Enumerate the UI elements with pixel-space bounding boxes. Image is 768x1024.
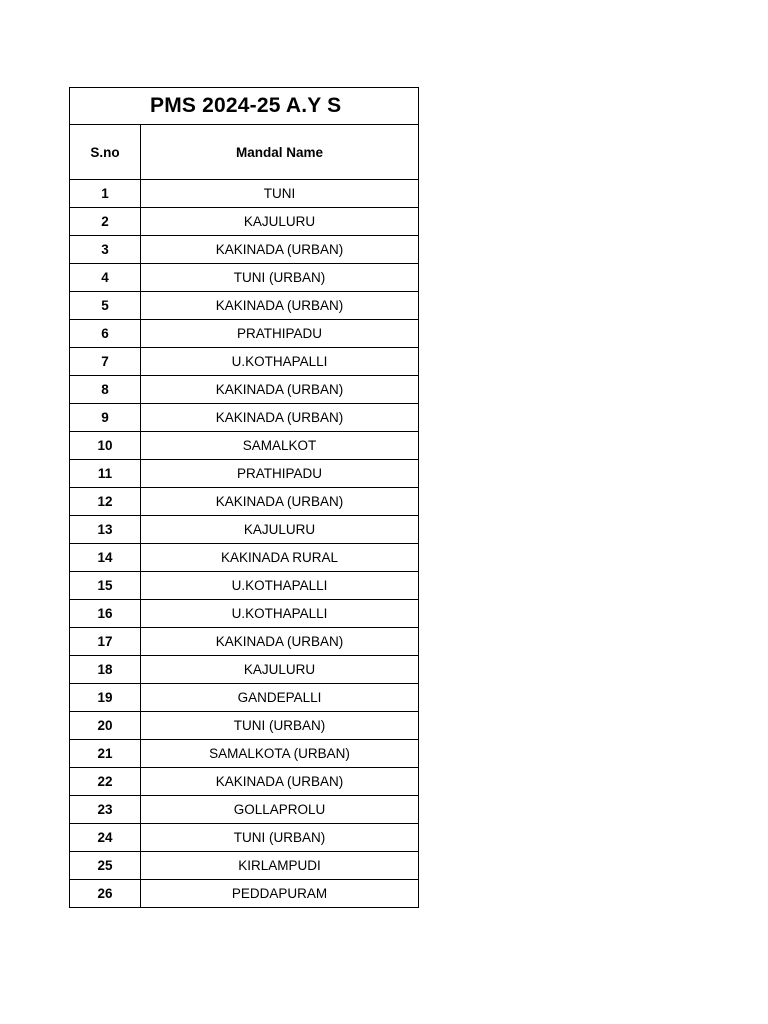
- row-sno: 19: [70, 684, 141, 712]
- table-row: [70, 628, 419, 656]
- table-row: [70, 404, 419, 432]
- row-mandal-name: KIRLAMPUDI: [141, 852, 419, 880]
- table-body: [70, 180, 419, 908]
- row-mandal-name: U.KOTHAPALLI: [141, 572, 419, 600]
- row-mandal-name: KAJULURU: [141, 516, 419, 544]
- table-row: [70, 460, 419, 488]
- row-sno: 1: [70, 180, 141, 208]
- table-row: [70, 544, 419, 572]
- row-sno: 16: [70, 600, 141, 628]
- row-mandal-name: U.KOTHAPALLI: [141, 348, 419, 376]
- row-sno: 22: [70, 768, 141, 796]
- sheet-title: PMS 2024-25 A.Y S: [70, 88, 419, 125]
- row-mandal-name: TUNI (URBAN): [141, 824, 419, 852]
- row-sno: 23: [70, 796, 141, 824]
- row-sno: 9: [70, 404, 141, 432]
- table-row: [70, 824, 419, 852]
- table-row: [70, 768, 419, 796]
- row-sno: 24: [70, 824, 141, 852]
- table-row: [70, 264, 419, 292]
- table-row: [70, 880, 419, 908]
- table-row: [70, 516, 419, 544]
- row-sno: 4: [70, 264, 141, 292]
- table-row: [70, 180, 419, 208]
- row-mandal-name: TUNI (URBAN): [141, 712, 419, 740]
- row-mandal-name: SAMALKOTA (URBAN): [141, 740, 419, 768]
- row-sno: 7: [70, 348, 141, 376]
- row-mandal-name: TUNI: [141, 180, 419, 208]
- row-mandal-name: U.KOTHAPALLI: [141, 600, 419, 628]
- table-row: [70, 572, 419, 600]
- row-sno: 14: [70, 544, 141, 572]
- row-mandal-name: KAKINADA (URBAN): [141, 488, 419, 516]
- row-mandal-name: KAKINADA (URBAN): [141, 292, 419, 320]
- table-row: [70, 236, 419, 264]
- row-mandal-name: GOLLAPROLU: [141, 796, 419, 824]
- row-sno: 13: [70, 516, 141, 544]
- row-mandal-name: PEDDAPURAM: [141, 880, 419, 908]
- table-row: [70, 376, 419, 404]
- row-sno: 10: [70, 432, 141, 460]
- table-row: [70, 656, 419, 684]
- table-row: [70, 712, 419, 740]
- table-row: [70, 348, 419, 376]
- row-mandal-name: KAKINADA RURAL: [141, 544, 419, 572]
- table-row: [70, 796, 419, 824]
- row-sno: 3: [70, 236, 141, 264]
- row-sno: 15: [70, 572, 141, 600]
- row-mandal-name: KAKINADA (URBAN): [141, 404, 419, 432]
- table-row: [70, 292, 419, 320]
- title-row: [70, 88, 419, 125]
- row-mandal-name: KAKINADA (URBAN): [141, 628, 419, 656]
- row-sno: 26: [70, 880, 141, 908]
- row-sno: 6: [70, 320, 141, 348]
- header-mandal-name: Mandal Name: [141, 125, 419, 180]
- row-mandal-name: KAJULURU: [141, 656, 419, 684]
- row-sno: 12: [70, 488, 141, 516]
- row-mandal-name: GANDEPALLI: [141, 684, 419, 712]
- table-row: [70, 684, 419, 712]
- row-mandal-name: KAKINADA (URBAN): [141, 376, 419, 404]
- row-sno: 5: [70, 292, 141, 320]
- table-row: [70, 208, 419, 236]
- table-row: [70, 488, 419, 516]
- row-mandal-name: KAKINADA (URBAN): [141, 236, 419, 264]
- row-sno: 11: [70, 460, 141, 488]
- row-mandal-name: PRATHIPADU: [141, 320, 419, 348]
- row-mandal-name: PRATHIPADU: [141, 460, 419, 488]
- row-sno: 21: [70, 740, 141, 768]
- row-sno: 20: [70, 712, 141, 740]
- table-row: [70, 600, 419, 628]
- table-row: [70, 432, 419, 460]
- row-mandal-name: KAKINADA (URBAN): [141, 768, 419, 796]
- header-sno: S.no: [70, 125, 141, 180]
- row-mandal-name: SAMALKOT: [141, 432, 419, 460]
- row-sno: 2: [70, 208, 141, 236]
- row-mandal-name: TUNI (URBAN): [141, 264, 419, 292]
- table-row: [70, 852, 419, 880]
- header-row: [70, 125, 419, 180]
- mandal-table: [69, 87, 419, 908]
- row-mandal-name: KAJULURU: [141, 208, 419, 236]
- row-sno: 17: [70, 628, 141, 656]
- table-row: [70, 740, 419, 768]
- row-sno: 8: [70, 376, 141, 404]
- row-sno: 25: [70, 852, 141, 880]
- table-row: [70, 320, 419, 348]
- row-sno: 18: [70, 656, 141, 684]
